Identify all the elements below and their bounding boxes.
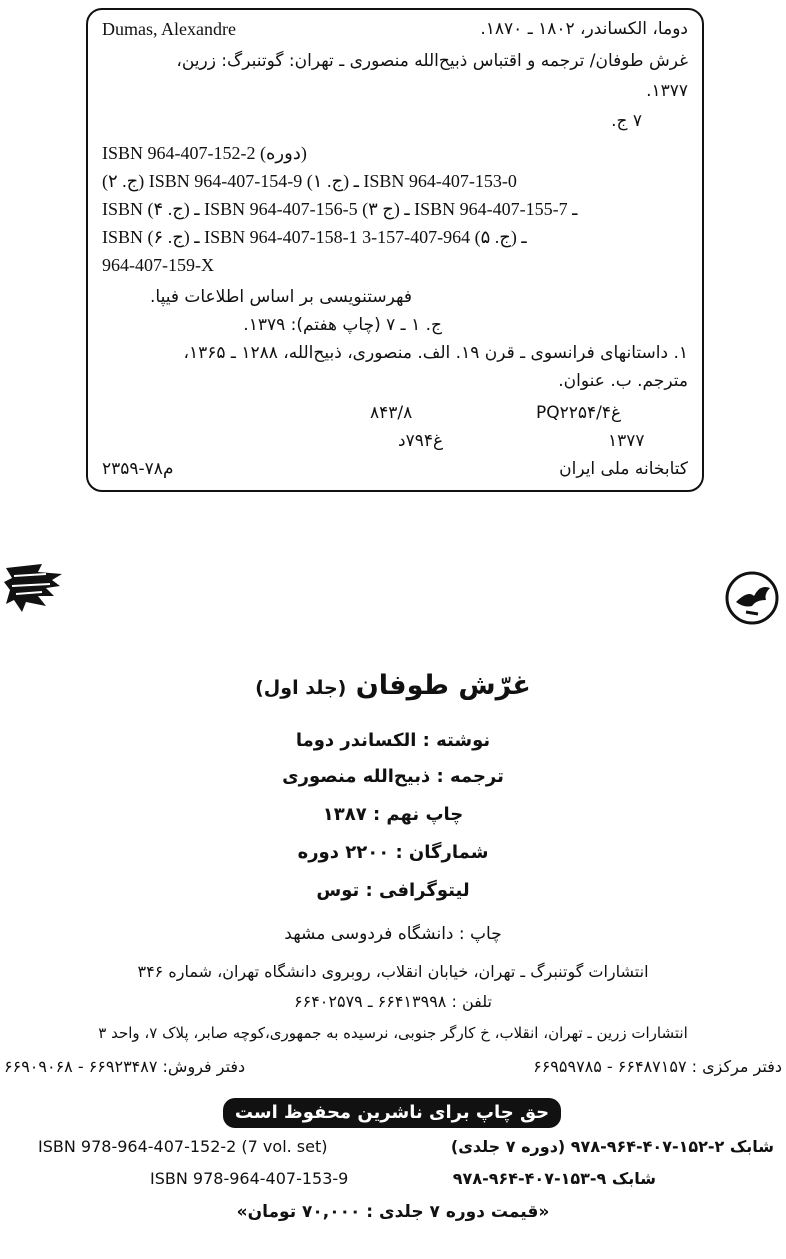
publisher-logo-icon: [2, 560, 66, 616]
book-title: غرّش طوفان: [355, 670, 531, 701]
library-number: م۷۸-۲۳۵۹: [102, 459, 174, 479]
isbn-set-latin: ISBN 978-964-407-152-2 (7 vol. set): [38, 1137, 328, 1156]
dewey-class: ۸۴۳/۸: [370, 403, 413, 423]
isbn-row: ISBN ـ (ج. ۶) ISBN 964-407-158-1 ـ (ج. ۵) 964-407-157-3: [102, 227, 527, 247]
isbn-row: 964-407-159-X: [102, 255, 214, 275]
bird-emblem-icon: [724, 570, 780, 626]
author-latin: Dumas, Alexandre: [102, 19, 236, 39]
author-persian: دوما، الکساندر، ۱۸۰۲ ـ ۱۸۷۰.: [480, 19, 688, 39]
lc-class: PQ۲۲۵۴/غ۴: [536, 403, 622, 423]
central-office-phone: دفتر مرکزی : ۶۶۴۸۷۱۵۷ - ۶۶۹۵۹۷۸۵: [533, 1057, 782, 1076]
lithography-info: لیتوگرافی : توس: [316, 880, 470, 901]
subject-line: مترجم. ب. عنوان.: [558, 371, 688, 391]
print-run: شمارگان : ۲۲۰۰ دوره: [297, 842, 489, 863]
book-title-line: [0, 668, 786, 706]
volume-count: ۷ ج.: [611, 111, 642, 131]
edition-info: چاپ نهم : ۱۳۸۷: [322, 804, 464, 825]
printer-info: چاپ : دانشگاه فردوسی مشهد: [284, 924, 502, 944]
volume-label: (جلد اول): [255, 677, 347, 699]
class-year: ۱۳۷۷: [608, 431, 645, 451]
isbn-volume-latin: ISBN 978-964-407-153-9: [150, 1169, 349, 1188]
isbn-volume-persian: شابک ۹-۱۵۳-۴۰۷-۹۶۴-۹۷۸: [452, 1169, 656, 1188]
isbn-row: ISBN ـ (ج. ۴) ISBN 964-407-156-5 ـ (ج ۳) ISBN 964-407-155-7 ـ: [102, 199, 578, 219]
title-statement: غرش طوفان/ ترجمه و اقتباس ذبیح‌الله منصوری ـ تهران: گوتنبرگ: زرین،: [176, 51, 688, 71]
print-note: ج. ۱ ـ ۷ (چاپ هفتم): ۱۳۷۹.: [243, 315, 442, 335]
gutenberg-address: انتشارات گوتنبرگ ـ تهران، خیابان انقلاب، روبروی دانشگاه تهران، شماره ۳۴۶: [137, 962, 649, 981]
isbn-row: (ج. ۲) ISBN 964-407-154-9 ـ (ج. ۱) ISBN 964-407-153-0: [102, 171, 517, 191]
library-name: کتابخانه ملی ایران: [559, 459, 688, 479]
zarrin-address: انتشارات زرین ـ تهران، انقلاب، خ کارگر جنوبی، نرسیده به جمهوری،کوچه صابر، پلاک ۷، واحد ۳: [98, 1024, 688, 1042]
catalog-card: [86, 8, 704, 492]
subject-line: ۱. داستانهای فرانسوی ـ قرن ۱۹. الف. منصوری، ذبیح‌الله، ۱۲۸۸ ـ ۱۳۶۵،: [183, 343, 688, 363]
sales-office-phone: دفتر فروش: ۶۶۹۲۳۴۸۷ - ۶۶۹۰۹۰۶۸: [4, 1057, 246, 1076]
price-info: «قیمت دوره ۷ جلدی : ۷۰,۰۰۰ تومان»: [236, 1202, 550, 1222]
isbn-set-persian: شابک ۲-۱۵۲-۴۰۷-۹۶۴-۹۷۸ (دوره ۷ جلدی): [450, 1137, 774, 1156]
translator-credit: ترجمه : ذبیح‌الله منصوری: [282, 766, 504, 787]
cutter-number: غ۷۹۴د: [398, 431, 444, 451]
isbn-set: ISBN 964-407-152-2 (دوره): [102, 143, 307, 163]
copyright-banner: حق چاپ برای ناشرین محفوظ است: [223, 1098, 561, 1128]
gutenberg-phone: تلفن : ۶۶۴۱۳۹۹۸ ـ ۶۶۴۰۲۵۷۹: [294, 992, 492, 1011]
author-credit: نوشته : الکساندر دوما: [295, 730, 491, 751]
title-statement-year: ۱۳۷۷.: [646, 81, 688, 101]
fipa-note: فهرستنویسی بر اساس اطلاعات فیپا.: [149, 287, 412, 307]
